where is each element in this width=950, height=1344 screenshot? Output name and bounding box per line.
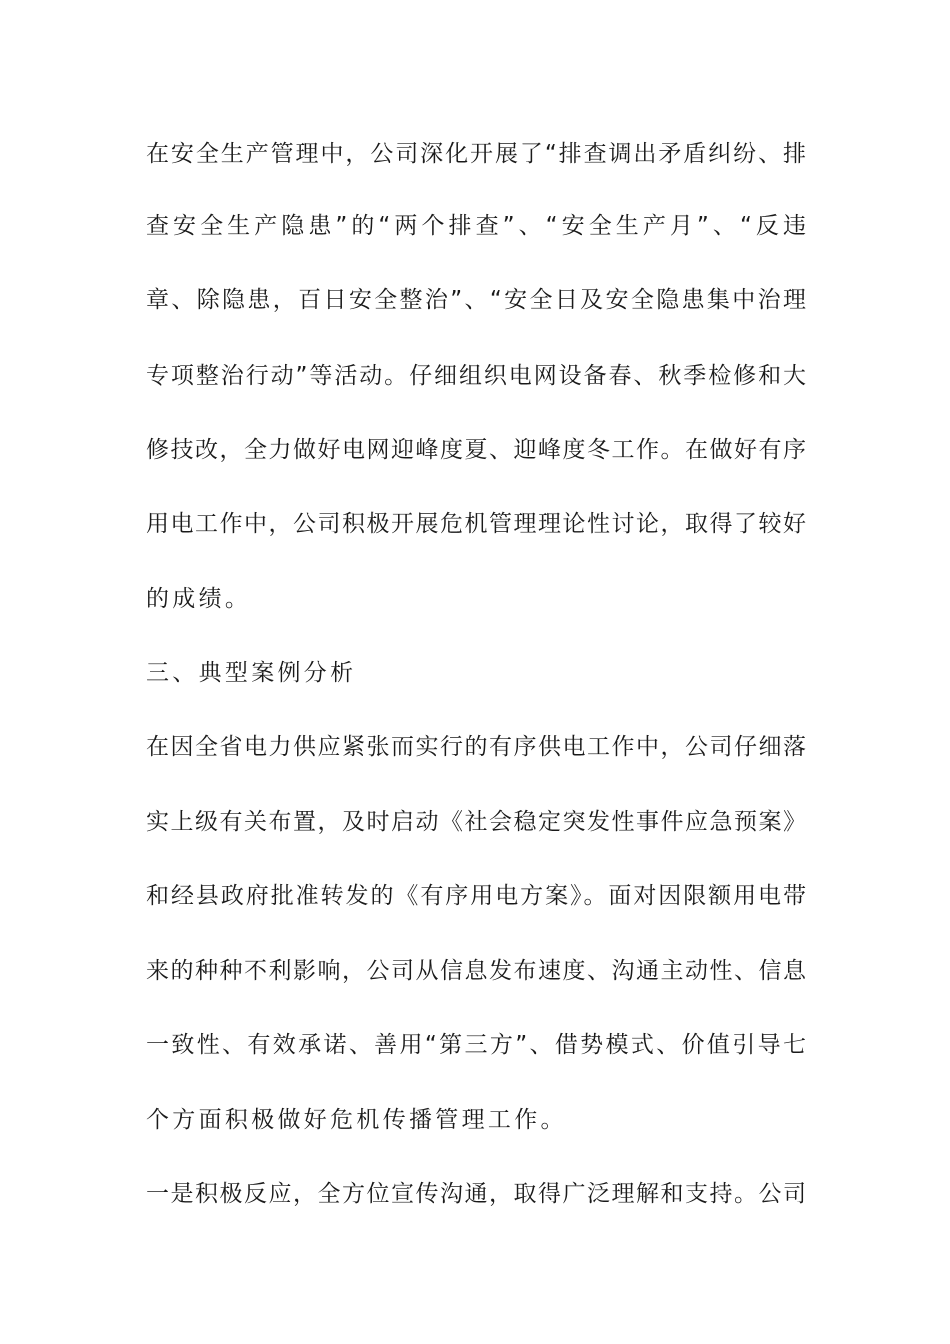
section-heading: 三、典型案例分析 — [146, 660, 357, 686]
text-line: 专项整治行动”等活动。仔细组织电网设备春、秋季检修和大 — [146, 363, 806, 389]
text-line: 章、除隐患，百日安全整治”、“安全日及安全隐患集中治理 — [146, 287, 806, 313]
text-line: 用电工作中，公司积极开展危机管理理论性讨论，取得了较好 — [146, 511, 806, 537]
text-line: 来的种种不利影响，公司从信息发布速度、沟通主动性、信息 — [146, 958, 806, 984]
text-line: 和经县政府批准转发的《有序用电方案》。面对因限额用电带 — [146, 883, 806, 909]
text-line: 在安全生产管理中，公司深化开展了“排查调出矛盾纠纷、排 — [146, 141, 806, 167]
text-line: 修技改，全力做好电网迎峰度夏、迎峰度冬工作。在做好有序 — [146, 437, 806, 463]
text-line: 一致性、有效承诺、善用“第三方”、借势模式、价值引导七 — [146, 1032, 806, 1058]
text-line: 个方面积极做好危机传播管理工作。 — [146, 1107, 567, 1133]
text-line: 实上级有关布置，及时启动《社会稳定突发性事件应急预案》 — [146, 809, 806, 835]
text-line: 查安全生产隐患”的“两个排查”、“安全生产月”、“反违 — [146, 213, 806, 239]
text-line: 的成绩。 — [146, 586, 252, 612]
text-line: 一是积极反应，全方位宣传沟通，取得广泛理解和支持。公司 — [146, 1181, 806, 1207]
text-line: 在因全省电力供应紧张而实行的有序供电工作中，公司仔细落 — [146, 734, 806, 760]
